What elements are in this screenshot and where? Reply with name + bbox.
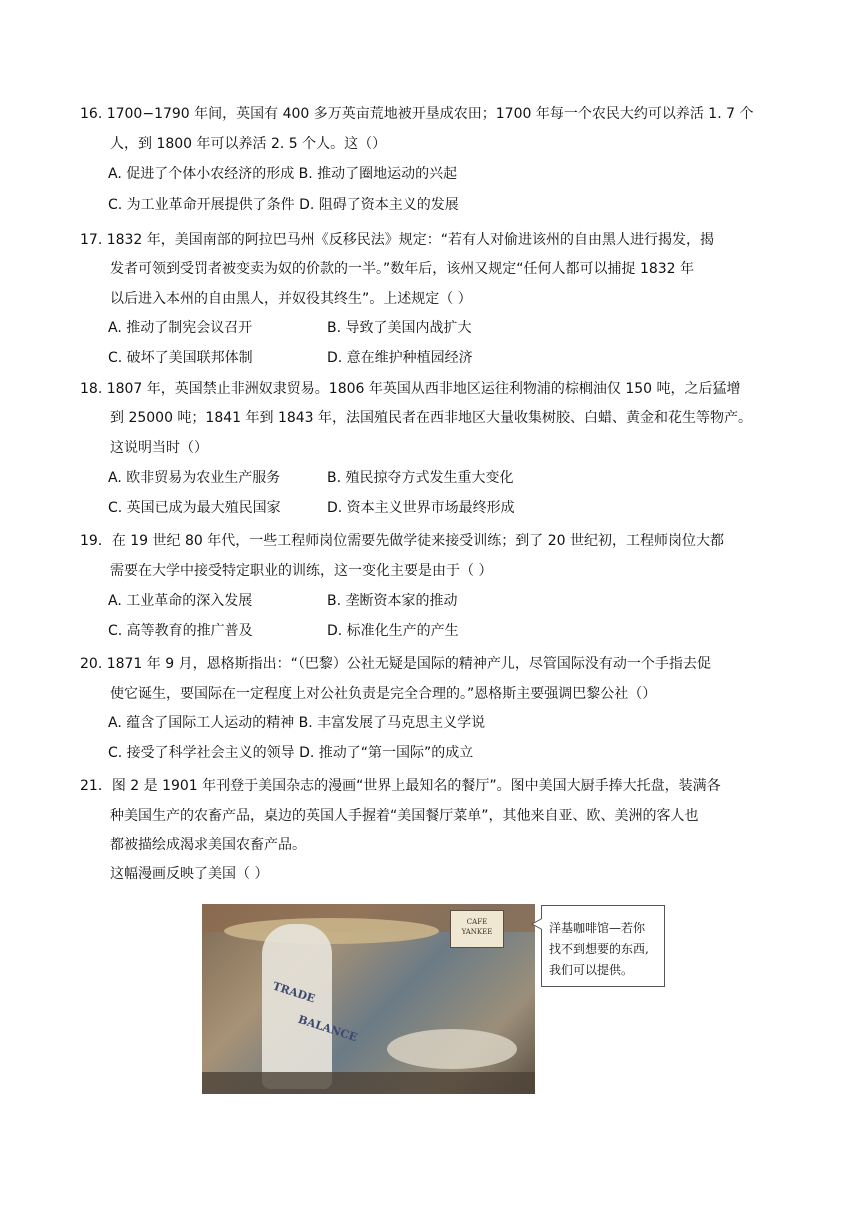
question-19-option-a: A. 工业革命的深入发展 — [108, 593, 253, 609]
question-16-options-row-2: C. 为工业革命开展提供了条件 D. 阻碍了资本主义的发展 — [108, 197, 459, 213]
speech-bubble-line-2: 找不到想要的东西, — [549, 942, 649, 956]
speech-bubble-line-3: 我们可以提供。 — [549, 963, 634, 977]
speech-bubble-line-1: 洋基咖啡馆—若你 — [549, 921, 646, 935]
question-19-option-c: C. 高等教育的推广普及 — [108, 623, 253, 639]
question-20-options-row-2: C. 接受了科学社会主义的领导 D. 推动了“第一国际”的成立 — [108, 745, 474, 761]
question-17-option-c: C. 破坏了美国联邦体制 — [108, 350, 253, 366]
question-17-option-b: B. 导致了美国内战扩大 — [327, 320, 472, 336]
question-17-line-2: 发者可领到受罚者被变卖为奴的价款的一半。”数年后，该州又规定“任何人都可以捕捉 1832 年 — [110, 261, 695, 277]
question-19-option-d: D. 标准化生产的产生 — [327, 623, 459, 639]
cartoon-apron-text-2: BALANCE — [296, 1012, 359, 1045]
question-17-option-d: D. 意在维护种植园经济 — [327, 350, 473, 366]
cartoon-cafe-sign — [450, 910, 504, 948]
question-18-line-2: 到 25000 吨；1841 年到 1843 年，法国殖民者在西非地区大量收集树胶、白蜡、黄金和花生等物产。 — [110, 410, 753, 426]
question-20-line-1: 20. 1871 年 9 月，恩格斯指出：“（巴黎）公社无疑是国际的精神产儿，尽管国际没有动一个手指去促 — [80, 656, 711, 672]
question-20-options-row-1: A. 蕴含了国际工人运动的精神 B. 丰富发展了马克思主义学说 — [108, 715, 486, 731]
question-20-line-2: 使它诞生，要国际在一定程度上对公社负责是完全合理的。”恩格斯主要强调巴黎公社（） — [110, 686, 657, 702]
cartoon-floor — [202, 1072, 535, 1094]
cartoon-chef — [262, 924, 332, 1089]
question-19-line-2: 需要在大学中接受特定职业的训练，这一变化主要是由于（ ） — [110, 563, 493, 579]
question-19-line-1: 19．在 19 世纪 80 年代，一些工程师岗位需要先做学徒来接受训练；到了 20 世纪初，工程师岗位大都 — [80, 533, 724, 549]
question-17-line-1: 17. 1832 年，美国南部的阿拉巴马州《反移民法》规定：“若有人对偷进该州的自由黑人进行揭发，揭 — [80, 232, 715, 248]
question-18-option-d: D. 资本主义世界市场最终形成 — [327, 500, 515, 516]
question-18-option-c: C. 英国已成为最大殖民国家 — [108, 500, 281, 516]
cartoon-apron-text-1: TRADE — [271, 979, 317, 1006]
question-18-line-1: 18. 1807 年，英国禁止非洲奴隶贸易。1806 年英国从西非地区运往利物浦的棕榈油仅 150 吨，之后猛增 — [80, 381, 741, 397]
question-21-line-3: 都被描绘成渴求美国农畜产品。 — [110, 837, 306, 853]
question-21-line-4: 这幅漫画反映了美国（ ） — [110, 866, 269, 882]
question-18-option-b: B. 殖民掠夺方式发生重大变化 — [327, 470, 514, 486]
cartoon-table — [387, 1029, 517, 1069]
cartoon-sign-text: CAFE YANKEE — [461, 918, 493, 936]
question-21-line-2: 种美国生产的农畜产品，桌边的英国人手握着“美国餐厅菜单”，其他来自亚、欧、美洲的客人也 — [110, 808, 699, 824]
question-16-options-row-1: A. 促进了个体小农经济的形成 B. 推动了圈地运动的兴起 — [108, 166, 458, 182]
question-18-option-a: A. 欧非贸易为农业生产服务 — [108, 470, 281, 486]
question-18-line-3: 这说明当时（） — [110, 440, 208, 456]
question-21-line-1: 21．图 2 是 1901 年刊登于美国杂志的漫画“世界上最知名的餐厅”。图中美国大厨手捧大托盘，装满各 — [80, 778, 721, 794]
speech-bubble-tail-inner — [533, 919, 542, 929]
question-16-line-2: 人，到 1800 年可以养活 2. 5 个人。这（） — [110, 136, 387, 152]
cartoon-tray — [224, 918, 439, 944]
question-19-option-b: B. 垄断资本家的推动 — [327, 593, 458, 609]
question-17-line-3: 以后进入本州的自由黑人，并奴役其终生”。上述规定（ ） — [110, 291, 472, 307]
cartoon-image — [202, 904, 535, 1094]
question-16-line-1: 16. 1700−1790 年间，英国有 400 多万英亩荒地被开垦成农田；1700 年每一个农民大约可以养活 1. 7 个 — [80, 106, 754, 122]
question-17-option-a: A. 推动了制宪会议召开 — [108, 320, 253, 336]
speech-bubble — [541, 905, 665, 987]
